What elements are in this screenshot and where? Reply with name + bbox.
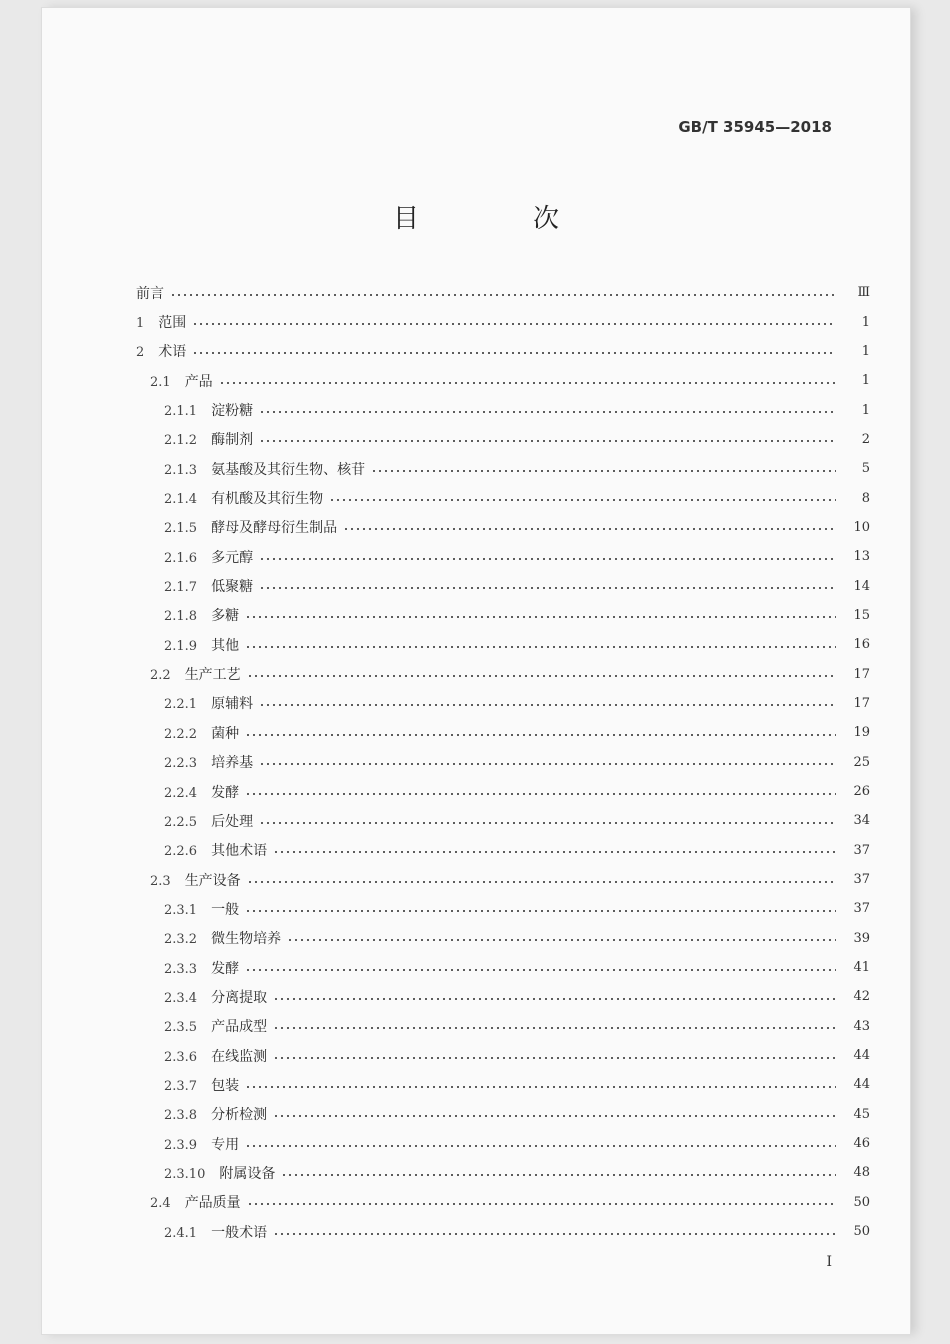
- toc-entry-page: 37: [853, 842, 870, 858]
- dot-leader: [245, 1145, 836, 1147]
- toc-entry-number: 2.2: [150, 668, 171, 684]
- toc-entry-text: 前言: [136, 285, 164, 302]
- dot-leader: [192, 323, 836, 325]
- dot-leader: [245, 734, 836, 736]
- dot-leader: [343, 528, 836, 530]
- toc-entry[interactable]: [136, 366, 870, 395]
- toc-entry-label: [164, 752, 253, 772]
- toc-entry-page: 34: [853, 813, 870, 829]
- toc-entry-text: 多元醇: [211, 549, 254, 566]
- toc-entry-text: 一般术语: [211, 1224, 268, 1241]
- toc-entry-page: Ⅲ: [857, 285, 870, 301]
- toc-entry[interactable]: [136, 337, 870, 366]
- toc-entry-page: 17: [853, 695, 870, 711]
- toc-entry-page: 15: [853, 607, 870, 623]
- dot-leader: [259, 411, 836, 413]
- dot-leader: [245, 910, 836, 912]
- toc-entry-label: [164, 429, 253, 449]
- toc-entry[interactable]: [136, 865, 870, 894]
- toc-entry-page: 10: [853, 519, 870, 535]
- toc-entry-page: 8: [861, 490, 870, 506]
- toc-entry[interactable]: [136, 689, 870, 718]
- toc-entry-page: 1: [861, 373, 870, 389]
- toc-entry-text: 原辅料: [211, 696, 254, 713]
- dot-leader: [273, 1027, 836, 1029]
- toc-entry-label: [164, 517, 337, 537]
- toc-entry-label: [136, 341, 186, 361]
- toc-entry[interactable]: [136, 836, 870, 865]
- toc-entry-number: 2.3.2: [164, 932, 198, 948]
- toc-entry-text: 生产工艺: [184, 667, 241, 684]
- dot-leader: [273, 1057, 836, 1059]
- toc-entry-number: 2.3.4: [164, 990, 198, 1006]
- toc-entry[interactable]: [136, 630, 870, 659]
- toc-entry-number: 1: [136, 316, 145, 332]
- dot-leader: [247, 881, 836, 883]
- toc-entry-page: 1: [861, 402, 870, 418]
- toc-entry-text: 术语: [158, 344, 187, 361]
- toc-entry-text: 发酵: [211, 784, 240, 801]
- toc-entry-label: [164, 635, 239, 655]
- toc-entry-page: 44: [853, 1077, 870, 1093]
- toc-entry-label: [164, 1163, 275, 1183]
- toc-entry-page: 46: [853, 1136, 870, 1152]
- toc-entry-page: 1: [861, 343, 870, 359]
- toc-entry[interactable]: [136, 806, 870, 835]
- toc-entry-number: 2.3.5: [164, 1020, 198, 1036]
- toc-entry-label: [136, 283, 164, 303]
- toc-entry[interactable]: [136, 982, 870, 1011]
- dot-leader: [259, 440, 836, 442]
- toc-entry[interactable]: [136, 542, 870, 571]
- dot-leader: [245, 646, 836, 648]
- toc-entry[interactable]: [136, 894, 870, 923]
- toc-entry-text: 包装: [211, 1077, 240, 1094]
- toc-entry-number: 2.2.3: [164, 756, 198, 772]
- toc-entry-text: 低聚糖: [211, 579, 254, 596]
- page-folio: Ⅰ: [826, 1254, 832, 1270]
- toc-entry-label: [150, 870, 241, 890]
- toc-entry[interactable]: [136, 307, 870, 336]
- toc-entry-page: 43: [853, 1018, 870, 1034]
- toc-entry-text: 多糖: [211, 608, 240, 625]
- toc-entry-number: 2.1.4: [164, 492, 198, 508]
- toc-entry[interactable]: [136, 395, 870, 424]
- toc-entry-number: 2: [136, 345, 145, 361]
- toc-entry-number: 2.3.1: [164, 902, 198, 918]
- toc-entry-text: 一般: [211, 901, 240, 918]
- toc-entry[interactable]: [136, 1041, 870, 1070]
- toc-entry-text: 其他: [211, 637, 240, 654]
- toc-entry-label: [164, 1104, 267, 1124]
- dot-leader: [247, 675, 836, 677]
- toc-entry-number: 2.4.1: [164, 1225, 198, 1241]
- toc-entry-page: 16: [853, 637, 870, 653]
- toc-entry-label: [164, 723, 239, 743]
- toc-entry-label: [164, 605, 239, 625]
- dot-leader: [245, 616, 836, 618]
- toc-entry-number: 2.2.5: [164, 814, 198, 830]
- toc-entry-label: [164, 811, 253, 831]
- toc-entry[interactable]: [136, 513, 870, 542]
- toc-entry[interactable]: [136, 718, 870, 747]
- dot-leader: [245, 1086, 836, 1088]
- page-title: 目 次: [392, 204, 603, 234]
- toc-entry-text: 产品: [184, 373, 213, 390]
- toc-entry-page: 44: [853, 1048, 870, 1064]
- toc-entry-label: [150, 664, 241, 684]
- toc-entry[interactable]: [136, 454, 870, 483]
- toc-entry[interactable]: [136, 1217, 870, 1246]
- toc-entry-label: [164, 928, 281, 948]
- toc-entry-page: 13: [853, 549, 870, 565]
- toc-entry-page: 17: [853, 666, 870, 682]
- toc-entry-label: [164, 1134, 239, 1154]
- table-of-contents: [136, 278, 870, 1246]
- toc-entry-text: 在线监测: [211, 1048, 268, 1065]
- toc-entry[interactable]: [136, 924, 870, 953]
- toc-entry-label: [164, 899, 239, 919]
- toc-entry-page: 1: [861, 314, 870, 330]
- toc-entry-page: 39: [853, 930, 870, 946]
- toc-entry-text: 后处理: [211, 813, 254, 830]
- dot-leader: [170, 294, 836, 296]
- toc-entry-page: 25: [853, 754, 870, 770]
- toc-entry[interactable]: [136, 571, 870, 600]
- toc-entry-number: 2.1.7: [164, 580, 198, 596]
- toc-entry[interactable]: [136, 483, 870, 512]
- toc-entry-label: [164, 840, 267, 860]
- toc-entry[interactable]: [136, 1100, 870, 1129]
- toc-entry-text: 附属设备: [219, 1165, 276, 1182]
- toc-entry-text: 微生物培养: [211, 931, 282, 948]
- toc-entry-page: 14: [853, 578, 870, 594]
- toc-entry-text: 分离提取: [211, 989, 268, 1006]
- toc-entry-page: 50: [853, 1194, 870, 1210]
- toc-entry-number: 2.1.1: [164, 404, 198, 420]
- toc-entry[interactable]: [136, 953, 870, 982]
- toc-entry-label: [164, 987, 267, 1007]
- standard-code: GB/T 35945—2018: [678, 118, 832, 136]
- toc-entry-label: [164, 488, 323, 508]
- toc-entry-number: 2.1.2: [164, 433, 198, 449]
- dot-leader: [247, 1203, 836, 1205]
- dot-leader: [245, 793, 836, 795]
- toc-entry-text: 分析检测: [211, 1107, 268, 1124]
- toc-entry[interactable]: [136, 1158, 870, 1187]
- toc-entry-page: 37: [853, 901, 870, 917]
- toc-entry[interactable]: [136, 748, 870, 777]
- toc-entry-number: 2.2.4: [164, 785, 198, 801]
- toc-entry-number: 2.1.6: [164, 550, 198, 566]
- dot-leader: [245, 969, 836, 971]
- toc-entry-label: [164, 459, 365, 479]
- toc-entry-page: 2: [861, 431, 870, 447]
- toc-entry-text: 酶制剂: [211, 432, 254, 449]
- dot-leader: [329, 499, 836, 501]
- toc-entry-label: [164, 782, 239, 802]
- dot-leader: [287, 939, 836, 941]
- toc-entry-label: [164, 400, 253, 420]
- toc-entry-text: 淀粉糖: [211, 403, 254, 420]
- toc-entry-label: [164, 1222, 267, 1242]
- toc-entry[interactable]: [136, 1012, 870, 1041]
- toc-entry-number: 2.3.3: [164, 961, 198, 977]
- toc-entry-label: [150, 371, 213, 391]
- toc-entry[interactable]: [136, 1188, 870, 1217]
- toc-entry[interactable]: [136, 601, 870, 630]
- dot-leader: [259, 587, 836, 589]
- toc-entry-page: 48: [853, 1165, 870, 1181]
- dot-leader: [273, 1233, 836, 1235]
- toc-entry-page: 50: [853, 1224, 870, 1240]
- toc-entry-page: 41: [853, 960, 870, 976]
- toc-entry-text: 酵母及酵母衍生制品: [211, 520, 338, 537]
- toc-entry-page: 19: [853, 725, 870, 741]
- toc-entry-number: 2.1.5: [164, 521, 198, 537]
- toc-entry-label: [164, 693, 253, 713]
- toc-entry-label: [164, 1016, 267, 1036]
- toc-entry-page: 26: [853, 784, 870, 800]
- toc-entry-label: [150, 1192, 241, 1212]
- toc-entry[interactable]: [136, 777, 870, 806]
- toc-entry-number: 2.3.8: [164, 1108, 198, 1124]
- toc-entry-page: 45: [853, 1106, 870, 1122]
- toc-entry-text: 培养基: [211, 755, 254, 772]
- toc-entry[interactable]: [136, 1070, 870, 1099]
- toc-entry[interactable]: [136, 425, 870, 454]
- toc-entry-text: 其他术语: [211, 843, 268, 860]
- toc-entry-number: 2.3.10: [164, 1166, 206, 1182]
- toc-entry-text: 菌种: [211, 725, 240, 742]
- toc-entry-number: 2.3.7: [164, 1078, 198, 1094]
- toc-entry-number: 2.1.9: [164, 638, 198, 654]
- dot-leader: [281, 1174, 836, 1176]
- toc-entry-text: 产品质量: [184, 1195, 241, 1212]
- toc-entry-number: 2.3: [150, 873, 171, 889]
- toc-entry[interactable]: [136, 278, 870, 307]
- dot-leader: [259, 763, 836, 765]
- toc-entry-number: 2.4: [150, 1196, 171, 1212]
- dot-leader: [259, 822, 836, 824]
- toc-entry-number: 2.2.2: [164, 726, 198, 742]
- dot-leader: [259, 704, 836, 706]
- toc-entry-number: 2.3.6: [164, 1049, 198, 1065]
- toc-entry-text: 专用: [211, 1136, 240, 1153]
- toc-entry-page: 42: [853, 989, 870, 1005]
- dot-leader: [273, 998, 836, 1000]
- dot-leader: [273, 851, 836, 853]
- toc-entry-number: 2.2.1: [164, 697, 198, 713]
- toc-entry-label: [164, 1046, 267, 1066]
- toc-entry-label: [164, 576, 253, 596]
- dot-leader: [259, 558, 836, 560]
- toc-entry-number: 2.1.3: [164, 462, 198, 478]
- dot-leader: [192, 352, 836, 354]
- toc-entry-number: 2.3.9: [164, 1137, 198, 1153]
- toc-entry-label: [164, 1075, 239, 1095]
- toc-entry[interactable]: [136, 659, 870, 688]
- toc-entry[interactable]: [136, 1129, 870, 1158]
- toc-entry-text: 产品成型: [211, 1019, 268, 1036]
- toc-entry-text: 有机酸及其衍生物: [211, 491, 324, 508]
- toc-entry-text: 生产设备: [184, 872, 241, 889]
- dot-leader: [219, 382, 836, 384]
- toc-entry-page: 37: [853, 872, 870, 888]
- toc-entry-number: 2.1.8: [164, 609, 198, 625]
- toc-entry-text: 氨基酸及其衍生物、核苷: [211, 461, 366, 478]
- toc-entry-label: [164, 547, 253, 567]
- dot-leader: [273, 1115, 836, 1117]
- toc-entry-label: [136, 312, 186, 332]
- toc-entry-label: [164, 958, 239, 978]
- toc-entry-text: 范围: [158, 315, 187, 332]
- toc-entry-text: 发酵: [211, 960, 240, 977]
- document-page: [42, 8, 910, 1334]
- toc-entry-number: 2.1: [150, 374, 171, 390]
- toc-entry-number: 2.2.6: [164, 844, 198, 860]
- dot-leader: [371, 470, 836, 472]
- toc-entry-page: 5: [861, 461, 870, 477]
